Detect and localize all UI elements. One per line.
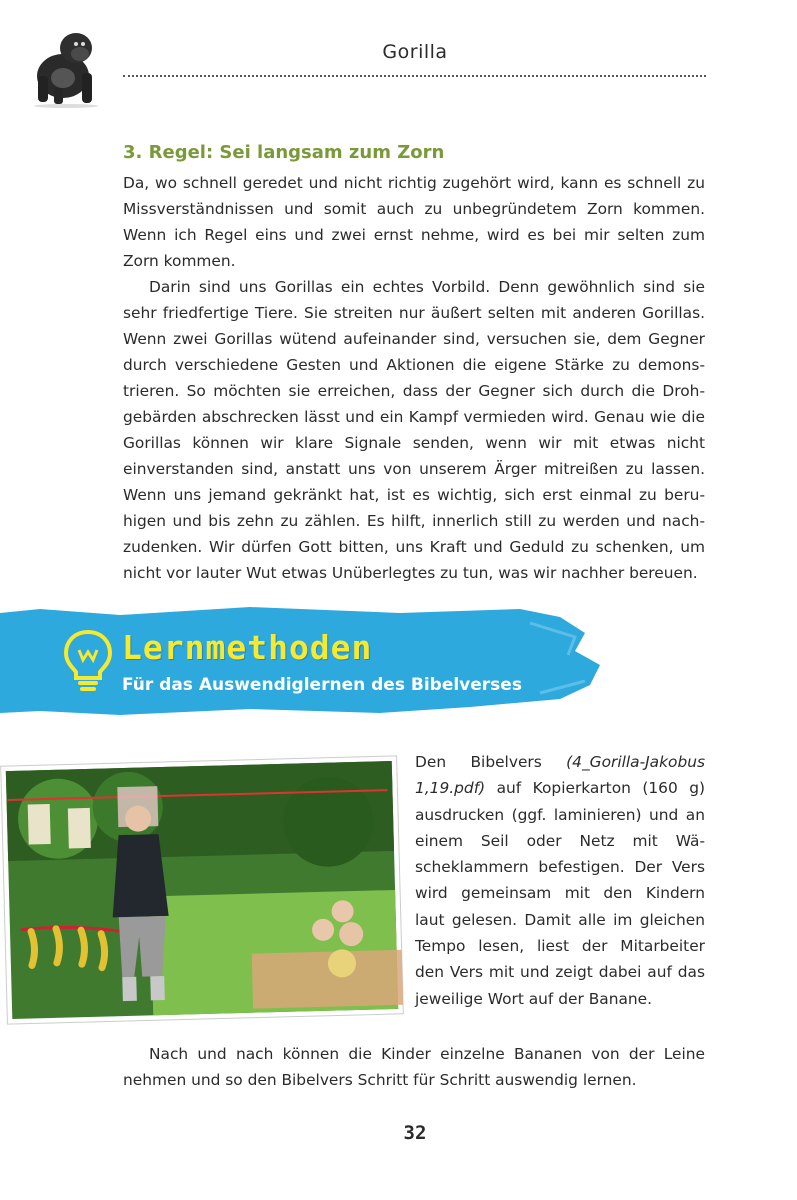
method-paragraph <box>415 749 705 1012</box>
section-heading: 3. Regel: Sei langsam zum Zorn <box>123 142 445 163</box>
method-text-intro: Den Bibelvers <box>415 753 567 771</box>
paragraph: Darin sind uns Gorillas ein echtes Vorbild. Denn gewöhnlich sind sie sehr friedfertige Tiere. Sie streiten nur äußert selten mit anderen Gorillas. Wenn zwei Gorillas wütend aufeinander sind, versuchen sie, dem Gegner durch verschiedene Gesten und Aktionen die eigene Stärke zu demonstrieren. So möchten sie erreichen, dass der Gegner sich durch die Drohgebärden abschrecken lässt und ein Kampf vermieden wird. Genau wie die Gorillas können wir klare Signale senden, wenn wir mit etwas nicht einverstanden sind, anstatt uns von unserem Ärger mitreißen zu lassen. Wenn uns jemand gekränkt hat, ist es wichtig, sich erst einmal zu beruhigen und bis zehn zu zählen. Es hilft, innerlich still zu werden und nachzudenken. Wir dürfen Gott bitten, uns Kraft und Geduld zu schenken, um nicht vor lauter Wut etwas Unüberlegtes zu tun, was wir nachher bereuen. <box>123 278 705 582</box>
header-divider <box>123 75 706 77</box>
gorilla-icon <box>18 18 108 108</box>
activity-photo <box>0 755 405 1025</box>
method-text-body: auf Kopierkarton (160 g) ausdrucken (ggf. laminieren) und an einem Seil oder Netz mit Wäscheklammern befestigen. Der Vers wird gemeinsam mit den Kindern laut gelesen. Damit alle im gleichen Tempo lesen, liest der Mitarbeiter den Vers mit und zeigt dabei auf das jeweilige Wort auf der Banane. <box>415 779 705 1008</box>
paragraph: Nach und nach können die Kinder einzelne Bananen von der Leine nehmen und so den Bibelvers Schritt für Schritt auswendig lernen. <box>123 1045 705 1089</box>
running-title: Gorilla <box>382 41 448 63</box>
lightbulb-icon <box>62 628 114 694</box>
banner-subtitle: Für das Auswendiglernen des Bibelverses <box>122 675 522 695</box>
page-number: 32 <box>403 1122 427 1144</box>
paragraph: Da, wo schnell geredet und nicht richtig zugehört wird, kann es schnell zu Missverständnissen und somit auch zu unbegründetem Zorn kommen. Wenn ich Regel eins und zwei ernst nehme, wird es bei mir selten zum Zorn kommen. <box>123 174 705 270</box>
file-name: (4_Gorilla-Jakobus 1,19.pdf) <box>415 753 705 798</box>
banner-title: Lernmethoden <box>122 628 373 667</box>
